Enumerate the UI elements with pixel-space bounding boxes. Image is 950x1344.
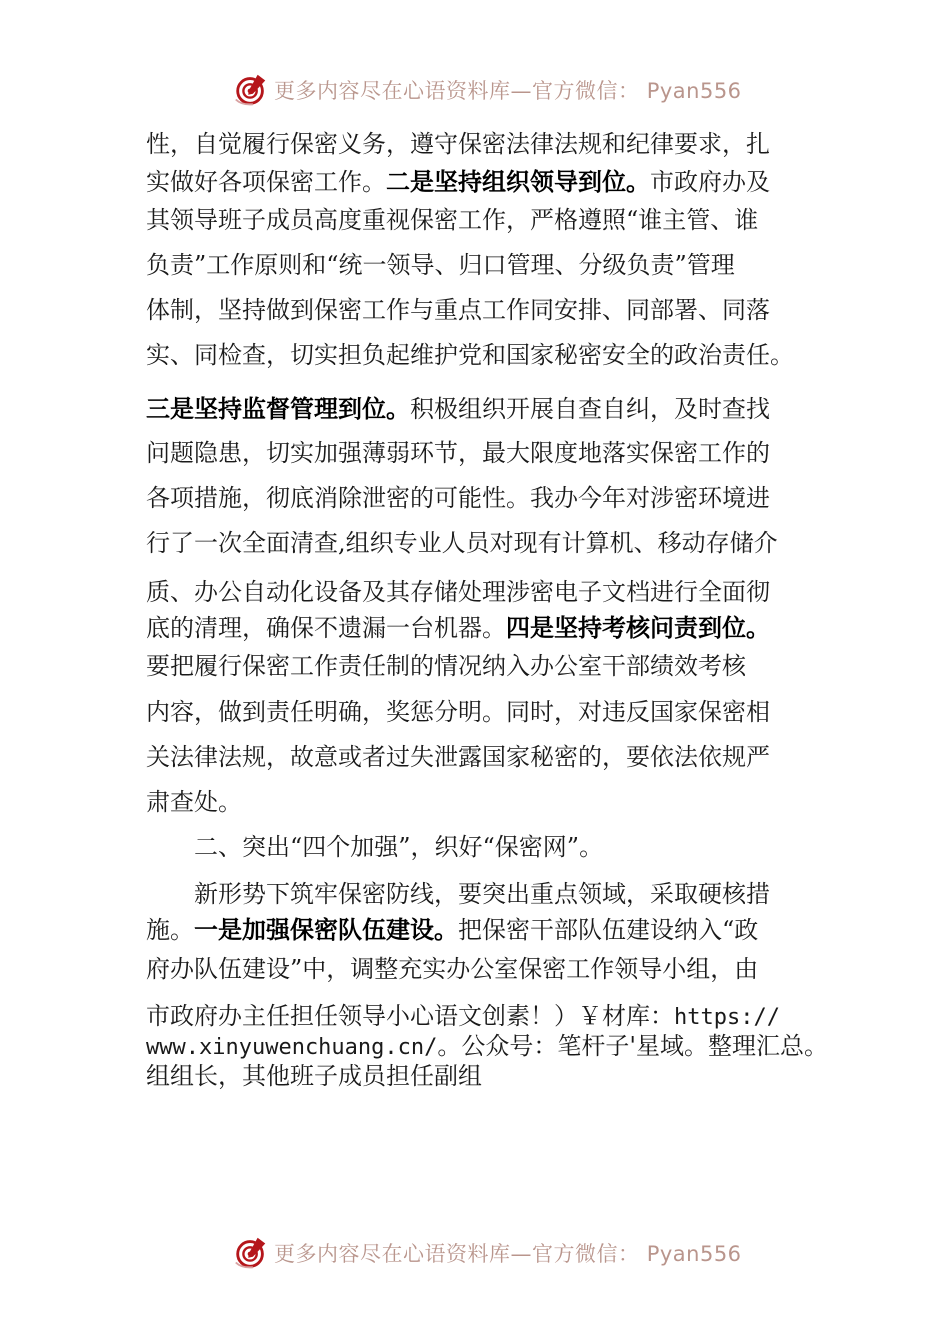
body-line — [146, 166, 770, 198]
footer-banner-title: 更多内容尽在心语资料库 — [274, 1242, 511, 1266]
body-text: 把保密干部队伍建设纳入“政 — [458, 916, 759, 944]
body-line: 组组长，其他班子成员担任副组 — [146, 1062, 482, 1090]
bold-heading: 二是坚持组织领导到位。 — [386, 168, 650, 196]
body-line — [146, 1030, 828, 1064]
body-line: 体制，坚持做到保密工作与重点工作同安排、同部署、同落 — [146, 296, 770, 324]
header-banner-wechat-id: Pyan556 — [646, 79, 742, 103]
header-banner — [0, 70, 950, 110]
body-line: 内容，做到责任明确，奖惩分明。同时，对违反国家保密相 — [146, 698, 770, 726]
body-line: 行了一次全面清查,组织专业人员对现有计算机、移动存储介 — [146, 529, 778, 557]
body-line: 府办队伍建设”中，调整充实办公室保密工作领导小组，由 — [146, 955, 759, 983]
body-text: 市政府办主任担任领导小心语文创素！）￥材库： — [146, 1002, 674, 1030]
body-line — [146, 612, 770, 644]
body-line: 新形势下筑牢保密防线，要突出重点领域，采取硬核措 — [194, 880, 770, 908]
body-line — [146, 1000, 780, 1034]
footer-banner-wechat-label: 官方微信： — [532, 1242, 640, 1266]
header-banner-wechat-label: 官方微信： — [532, 79, 640, 103]
body-line: 负责”工作原则和“统一领导、归口管理、分级负责”管理 — [146, 251, 735, 279]
body-line: 其领导班子成员高度重视保密工作，严格遵照“谁主管、谁 — [146, 206, 759, 234]
footer-banner-dash: — — [510, 1242, 532, 1266]
header-banner-text — [274, 75, 742, 105]
body-text: 。公众号：笔杆子'星域。整理汇总。 — [437, 1032, 829, 1060]
body-text: 底的清理，确保不遗漏一台机器。 — [146, 614, 506, 642]
footer-banner — [0, 1233, 950, 1273]
bold-heading: 三是坚持监督管理到位。 — [146, 395, 410, 423]
section-heading: 二、突出“四个加强”，织好“保密网”。 — [194, 833, 604, 861]
body-line — [146, 393, 770, 425]
header-banner-dash: — — [510, 79, 532, 103]
body-line: 质、办公自动化设备及其存储处理涉密电子文档进行全面彻 — [146, 578, 770, 606]
spiral-pen-logo-icon — [232, 1234, 270, 1272]
body-line: 肃查处。 — [146, 788, 242, 816]
body-line: 关法律法规，故意或者过失泄露国家秘密的，要依法依规严 — [146, 743, 770, 771]
body-text: 市政府办及 — [650, 168, 770, 196]
body-text: 施。 — [146, 916, 194, 944]
header-banner-content — [232, 70, 742, 110]
spiral-pen-logo-icon — [232, 71, 270, 109]
header-banner-title: 更多内容尽在心语资料库 — [274, 79, 511, 103]
footer-banner-wechat-id: Pyan556 — [646, 1242, 742, 1266]
footer-banner-text — [274, 1238, 742, 1268]
footer-banner-content — [232, 1233, 742, 1273]
body-line — [146, 914, 758, 946]
bold-heading: 一是加强保密队伍建设。 — [194, 916, 458, 944]
url-text: www.xinyuwenchuang.cn/ — [146, 1035, 438, 1060]
body-line: 各项措施，彻底消除泄密的可能性。我办今年对涉密环境进 — [146, 484, 770, 512]
body-text: 实做好各项保密工作。 — [146, 168, 386, 196]
bold-heading: 四是坚持考核问责到位。 — [506, 614, 770, 642]
body-line: 实、同检查，切实担负起维护党和国家秘密安全的政治责任。 — [146, 341, 794, 369]
body-line: 要把履行保密工作责任制的情况纳入办公室干部绩效考核 — [146, 652, 746, 680]
body-line: 性，自觉履行保密义务，遵守保密法律法规和纪律要求，扎 — [146, 130, 770, 158]
body-text: 积极组织开展自查自纠，及时查找 — [410, 395, 770, 423]
url-text: https:// — [674, 1005, 780, 1030]
body-line: 问题隐患，切实加强薄弱环节，最大限度地落实保密工作的 — [146, 439, 770, 467]
